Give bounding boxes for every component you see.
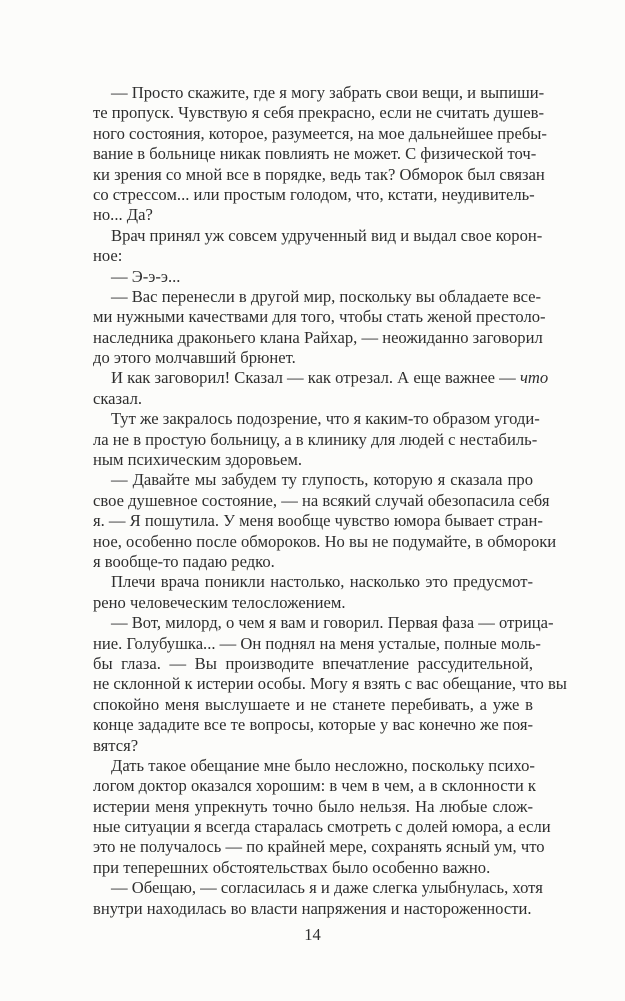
- text-line: [93, 797, 533, 817]
- text-line: [93, 225, 543, 246]
- text-line: [93, 389, 533, 409]
- text-line: [93, 409, 540, 429]
- text-line: [93, 307, 546, 327]
- line-text: но... Да?: [93, 205, 153, 225]
- text-line: [93, 899, 533, 919]
- text-line: [93, 490, 550, 511]
- text-line: [93, 205, 533, 225]
- text-line: [93, 817, 551, 837]
- line-text: до этого молчавший брюнет.: [93, 348, 296, 368]
- paragraph: [93, 368, 549, 409]
- text-line: [93, 654, 533, 674]
- paragraph: [93, 470, 557, 572]
- line-text: конце зададите все те вопросы, которые у вас конечно же поя-: [93, 715, 533, 735]
- line-text: Плечи врача поникли настолько, насколько это предусмот-: [111, 572, 533, 592]
- paragraph: [93, 613, 567, 756]
- text-line: [93, 858, 533, 878]
- text-line: [93, 83, 545, 103]
- text-line: [93, 695, 533, 715]
- text-line: [93, 552, 533, 572]
- paragraph: [93, 409, 540, 470]
- text-line: [93, 776, 536, 796]
- paragraph: [93, 286, 546, 369]
- line-text: сказал.: [93, 388, 143, 408]
- line-text: спокойно меня выслушаете и не станете перебивать, а уже в: [93, 694, 533, 714]
- line-text: при теперешних обстоятельствах было особенно важно.: [93, 857, 491, 877]
- text-line: [93, 368, 549, 388]
- text-line: [93, 246, 533, 266]
- line-text: бы глаза. — Вы производите впечатление рассудительной,: [93, 653, 533, 673]
- line-text: наследника драконьего клана Райхар, — неожиданно заговорил: [93, 327, 543, 347]
- line-text: Врач принял уж совсем удрученный вид и выдал свое корон-: [111, 225, 543, 245]
- line-text: я вообще-то падаю редко.: [93, 551, 275, 571]
- text-line: [93, 267, 533, 287]
- line-text: ные ситуации я всегда старалась смотреть с долей юмора, а если: [93, 817, 551, 837]
- page-body-text: [93, 83, 567, 919]
- line-text: Дать такое обещание мне было несложно, поскольку психо-: [111, 755, 535, 775]
- line-text: внутри находилась во власти напряжения и настороженности.: [93, 898, 532, 918]
- text-line: [93, 429, 538, 450]
- text-line: [93, 470, 533, 490]
- line-text: — Просто скажите, где я могу забрать свои вещи, и выпиши-: [111, 83, 545, 102]
- line-text: ла не в простую больницу, а в клинику для людей с нестабиль-: [93, 429, 538, 449]
- line-text: ное, особенно после обмороков. Но вы не подумайте, в обмороки: [93, 531, 557, 551]
- text-line: [93, 144, 537, 164]
- text-line: [93, 185, 533, 205]
- paragraph: [93, 225, 543, 267]
- text-line: [93, 103, 545, 123]
- line-text: я. — Я пошутила. У меня вообще чувство юмора бывает стран-: [93, 511, 543, 531]
- line-text: со стрессом... или простым голодом, что, кстати, неудивитель-: [93, 184, 535, 204]
- line-text: ми нужными качествами для того, чтобы стать женой престоло-: [93, 307, 546, 327]
- page-number: 14: [304, 925, 321, 944]
- line-text: логом доктор оказался хорошим: в чем в чем, а в склонности к: [93, 776, 536, 796]
- paragraph: [93, 878, 543, 919]
- line-text: И как заговорил! Сказал — как отрезал. А еще важнее —: [111, 368, 516, 388]
- line-text: рено человеческим телосложением.: [93, 592, 346, 612]
- text-line: [93, 674, 567, 694]
- text-line: [93, 348, 533, 368]
- line-text: те пропуск. Чувствую я себя прекрасно, если не считать душев-: [93, 103, 545, 123]
- line-text: ного состояния, которое, разумеется, на мое дальнейшее пребы-: [93, 123, 547, 143]
- line-text: — Э-э-э...: [111, 266, 181, 286]
- text-line: [93, 123, 547, 144]
- paragraph: [93, 83, 547, 226]
- text-line: [93, 878, 543, 898]
- text-line: [93, 715, 533, 735]
- paragraph: [93, 755, 551, 878]
- line-text: свое душевное состояние, — на всякий случай обезопасила себя: [93, 490, 550, 510]
- text-line: [93, 593, 533, 613]
- line-text: ки зрения со мной все в порядке, ведь так? Обморок был связан: [93, 164, 545, 184]
- paragraph: [93, 267, 533, 287]
- text-line: [93, 531, 557, 552]
- line-text: ным психическим здоровьем.: [93, 450, 303, 470]
- text-line: [93, 613, 554, 633]
- line-text: — Давайте мы забудем ту глупость, которую я сказала про: [111, 470, 533, 490]
- paragraph: [93, 572, 533, 613]
- line-text: — Обещаю, — согласилась я и даже слегка улыбнулась, хотя: [111, 878, 543, 898]
- line-text: это не получалось — по крайней мере, сохранять ясный ум, что: [93, 837, 545, 857]
- line-text: истерии меня упрекнуть точно было нельзя. На любые слож-: [93, 796, 533, 816]
- line-text: Тут же закралось подозрение, что я каким-то образом угоди-: [111, 409, 540, 429]
- text-line: [93, 736, 533, 756]
- line-text: вание в больнице никак повлиять не может. С физической точ-: [93, 144, 537, 164]
- text-line: [93, 756, 533, 776]
- text-line: [93, 572, 533, 592]
- text-line: [93, 327, 543, 348]
- text-line: [93, 633, 541, 654]
- line-text: — Вас перенесли в другой мир, поскольку вы обладаете все-: [111, 286, 542, 306]
- text-line: [93, 837, 545, 857]
- text-line: [93, 286, 542, 307]
- text-line: [93, 164, 545, 185]
- line-text: не склонной к истерии особы. Могу я взять с вас обещание, что вы: [93, 674, 567, 694]
- line-text: ние. Голубушка... — Он поднял на меня усталые, полные моль-: [93, 633, 541, 653]
- text-line: [93, 511, 543, 531]
- text-line: [93, 450, 533, 470]
- emphasized-word: что: [519, 368, 549, 388]
- line-text: ное:: [93, 246, 123, 266]
- line-text: вятся?: [93, 735, 139, 755]
- line-text: — Вот, милорд, о чем я вам и говорил. Первая фаза — отрица-: [111, 613, 554, 633]
